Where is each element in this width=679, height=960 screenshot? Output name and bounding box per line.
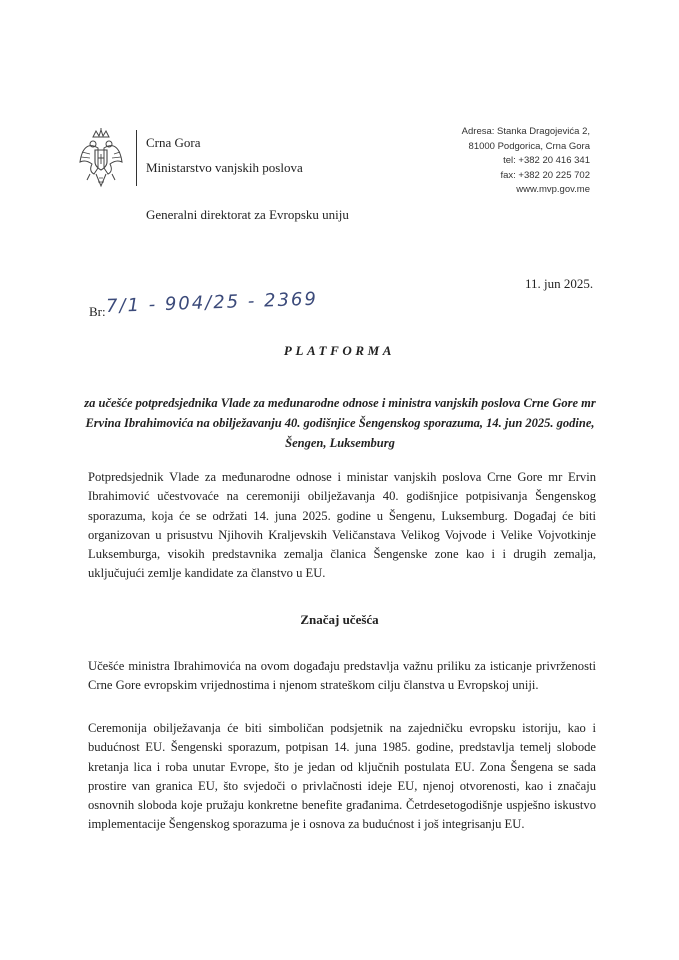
- address-line: 81000 Podgorica, Crna Gora: [468, 140, 590, 152]
- website-line: www.mvp.gov.me: [516, 184, 590, 195]
- document-subtitle: za učešće potpredsjednika Vlade za međunarodne odnose i ministra vanjskih poslova Crne Gore mr Ervina Ibrahimovića na obilježavanju 40. godišnjice Šengenskog sporazuma, 14. jun 2025. godine, Šengen, Luksemburg: [84, 396, 596, 450]
- document-title: PLATFORMA: [283, 343, 396, 358]
- coat-of-arms-icon: [78, 128, 124, 190]
- document-date: 11. jun 2025.: [525, 276, 594, 291]
- section-heading: Značaj učešća: [300, 612, 379, 627]
- phone-line: tel: +382 20 416 341: [503, 155, 590, 166]
- reference-number-handwritten: 7/1 - 904/25 - 2369: [105, 288, 319, 317]
- paragraph-intro: Potpredsjednik Vlade za međunarodne odnose i ministar vanjskih poslova Crne Gore mr Ervin Ibrahimović učestvovaće na ceremoniji obilježavanja 40. godišnjice potpisivanja Šengenskog sporazuma, koja će se održati 14. juna 2025. godine u Šengenu, Luksemburg. Događaj će biti organizovan u prisustvu Njihovih Kraljevskih Veličanstava Velikog Vojvode i Velike Vojvotkinje Luksemburga, visokih predstavnika zemalja članica Šengenske zone kao i i drugih zemalja, uključujući zemlje kandidate za članstvo u EU.: [88, 470, 596, 581]
- reference-label: Br:: [89, 304, 106, 319]
- directorate-name: Generalni direktorat za Evropsku uniju: [146, 207, 349, 222]
- address-line: Adresa: Stanka Dragojevića 2,: [461, 126, 590, 137]
- ministry-name: Ministarstvo vanjskih poslova: [146, 160, 303, 175]
- paragraph-significance: Učešće ministra Ibrahimovića na ovom događaju predstavlja važnu priliku za isticanje privrženosti Crne Gore evropskim vrijednostima i njenom strateškom cilju članstva u Evropskoj uniji.: [88, 659, 596, 693]
- header-divider: [136, 130, 137, 186]
- country-name: Crna Gora: [146, 135, 201, 150]
- fax-line: fax: +382 20 225 702: [500, 169, 590, 181]
- address-block: [360, 125, 590, 198]
- paragraph-ceremony: Ceremonija obilježavanja će biti simboličan podsjetnik na zajedničku evropsku istoriju, kao i budućnost EU. Šengenski sporazum, potpisan 14. juna 1985. godine, predstavlja temelj slobode kretanja lica i roba unutar Evrope, što je jedan od ključnih postulata EU. Zona Šengena se sada prostire van granica EU, što svjedoči o privlačnosti ideje EU, njenoj otvorenosti, kao i značaju osnovnih sloboda koje pružaju konkretne benefite građanima. Četrdesetogodišnje uspješno iskustvo implementacije Šengenskog sporazuma je i osnova za budućnost i još integrisanju EU.: [88, 721, 596, 832]
